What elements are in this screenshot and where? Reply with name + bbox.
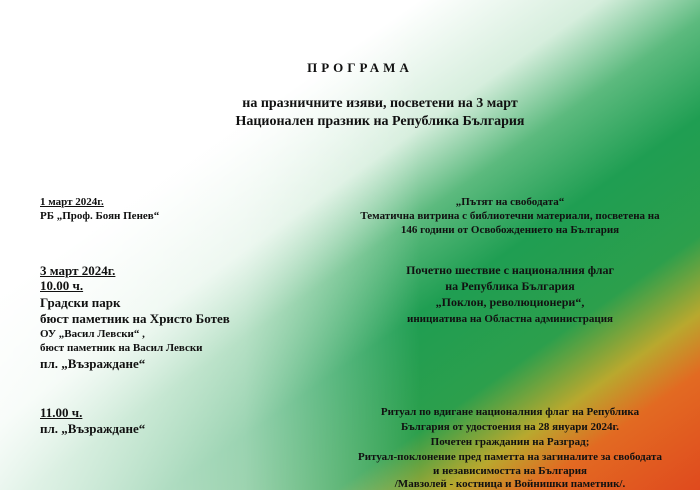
event-2-location-line-3: ОУ „Васил Левски“ , — [40, 328, 145, 340]
event-2-desc-line-4: инициатива на Областна администрация — [407, 313, 613, 325]
event-3-desc-line-6: /Мавзолей - костница и Войнишки паметник/. — [394, 478, 626, 490]
event-3-location: пл. „Възраждане“ — [40, 421, 146, 436]
event-2-time: 10.00 ч. — [40, 278, 84, 293]
event-2-date: 3 март 2024г. — [40, 263, 116, 278]
event-2-desc-line-3: „Поклон, революционери“, — [435, 295, 585, 309]
event-3-desc-line-1: Ритуал по вдигане националния флаг на Република — [380, 406, 640, 418]
subtitle-line-2: Национален празник на Република България — [235, 114, 525, 129]
event-2-desc-line-2: на Република България — [445, 279, 575, 293]
subtitle-line-1: на празничните изяви, посветени на 3 март — [242, 96, 518, 111]
event-3-desc-line-3: Почетен гражданин на Разград; — [430, 436, 590, 448]
event-2-location-line-2: бюст паметник на Христо Ботев — [40, 311, 230, 326]
event-1-location: РБ „Проф. Боян Пенев“ — [40, 210, 160, 222]
event-2-location-line-1: Градски парк — [40, 295, 121, 310]
page-title: ПРОГРАМА — [307, 60, 413, 75]
event-3-desc-line-2: България от удостоения на 28 януари 2024г. — [401, 421, 619, 433]
event-1-desc-line-3: 146 години от Освобождението на България — [400, 224, 620, 236]
event-1-desc-line-1: „Пътят на свободата“ — [455, 196, 565, 208]
event-1-date: 1 март 2024г. — [40, 196, 104, 208]
event-1-desc-line-2: Тематична витрина с библиотечни материали, посветена на — [360, 210, 660, 222]
event-2-location-line-4: бюст паметник на Васил Левски — [40, 342, 203, 354]
event-2-desc-line-1: Почетно шествие с националния флаг — [406, 263, 614, 277]
event-3-time: 11.00 ч. — [40, 405, 83, 420]
event-3-desc-line-4: Ритуал-поклонение пред паметта на загиналите за свободата — [358, 451, 662, 463]
event-2-location-line-5: пл. „Възраждане“ — [40, 356, 146, 371]
event-3-desc-line-5: и независимостта на България — [433, 465, 587, 477]
